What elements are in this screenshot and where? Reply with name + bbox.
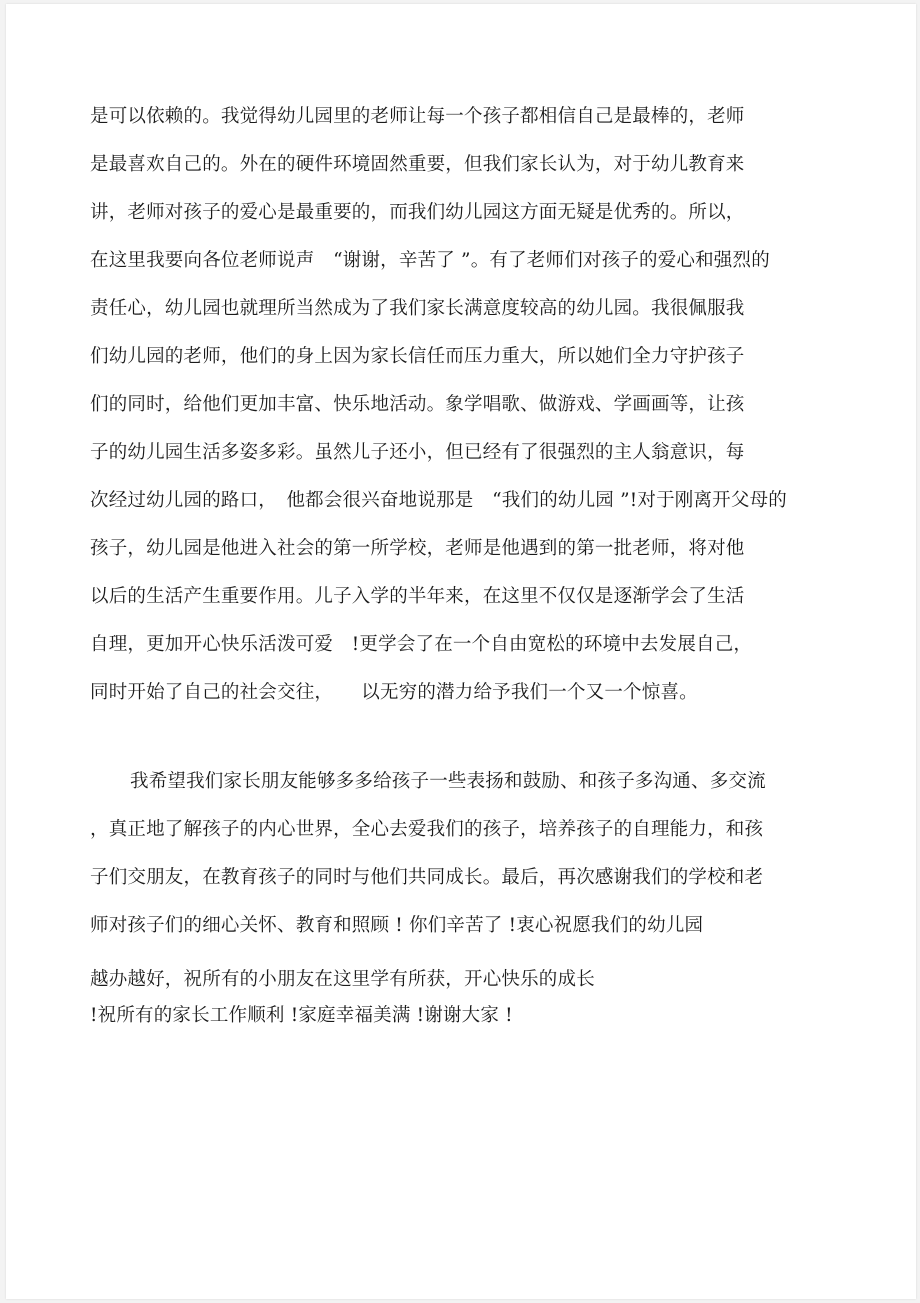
document-page: [6, 4, 916, 1299]
text-line: 师对孩子们的细心关怀、教育和照顾 ! 你们辛苦了 !衷心祝愿我们的幼儿园: [90, 915, 704, 936]
text-line: 讲，老师对孩子的爱心是最重要的，而我们幼儿园这方面无疑是优秀的。所以，: [90, 202, 745, 223]
text-line: 自理，更加开心快乐活泼可爱 !更学会了在一个自由宽松的环境中去发展自己，: [90, 634, 753, 655]
text-line: 我希望我们家长朋友能够多多给孩子一些表扬和鼓励、和孩子多沟通、多交流: [130, 771, 766, 792]
text-line: 子的幼儿园生活多姿多彩。虽然儿子还小，但已经有了很强烈的主人翁意识，每: [90, 442, 745, 463]
text-line: 们幼儿园的老师，他们的身上因为家长信任而压力重大，所以她们全力守护孩子: [90, 346, 745, 367]
text-line: ，真正地了解孩子的内心世界，全心去爱我们的孩子，培养孩子的自理能力，和孩: [90, 819, 764, 840]
text-line: 责任心，幼儿园也就理所当然成为了我们家长满意度较高的幼儿园。我很佩服我: [90, 298, 745, 319]
text-line: 们的同时，给他们更加丰富、快乐地活动。象学唱歌、做游戏、学画画等，让孩: [90, 394, 745, 415]
text-line: 以后的生活产生重要作用。儿子入学的半年来，在这里不仅仅是逐渐学会了生活: [90, 586, 745, 607]
text-line: !祝所有的家长工作顺利 !家庭幸福美满 !谢谢大家 !: [90, 1005, 513, 1026]
text-line: 同时开始了自己的社会交往， 以无穷的潜力给予我们一个又一个惊喜。: [90, 682, 698, 703]
text-line: 是最喜欢自己的。外在的硬件环境固然重要，但我们家长认为，对于幼儿教育来: [90, 154, 745, 175]
text-line: 在这里我要向各位老师说声 “谢谢，辛苦了 ”。有了老师们对孩子的爱心和强烈的: [90, 250, 770, 271]
text-line: 越办越好，祝所有的小朋友在这里学有所获，开心快乐的成长: [90, 969, 595, 990]
text-line: 孩子，幼儿园是他进入社会的第一所学校，老师是他遇到的第一批老师，将对他: [90, 538, 745, 559]
text-line: 子们交朋友，在教育孩子的同时与他们共同成长。最后，再次感谢我们的学校和老: [90, 867, 764, 888]
text-line: 是可以依赖的。我觉得幼儿园里的老师让每一个孩子都相信自己是最棒的，老师: [90, 106, 745, 127]
text-line: 次经过幼儿园的路口， 他都会很兴奋地说那是 “我们的幼儿园 ”!对于刚离开父母的: [90, 490, 787, 511]
